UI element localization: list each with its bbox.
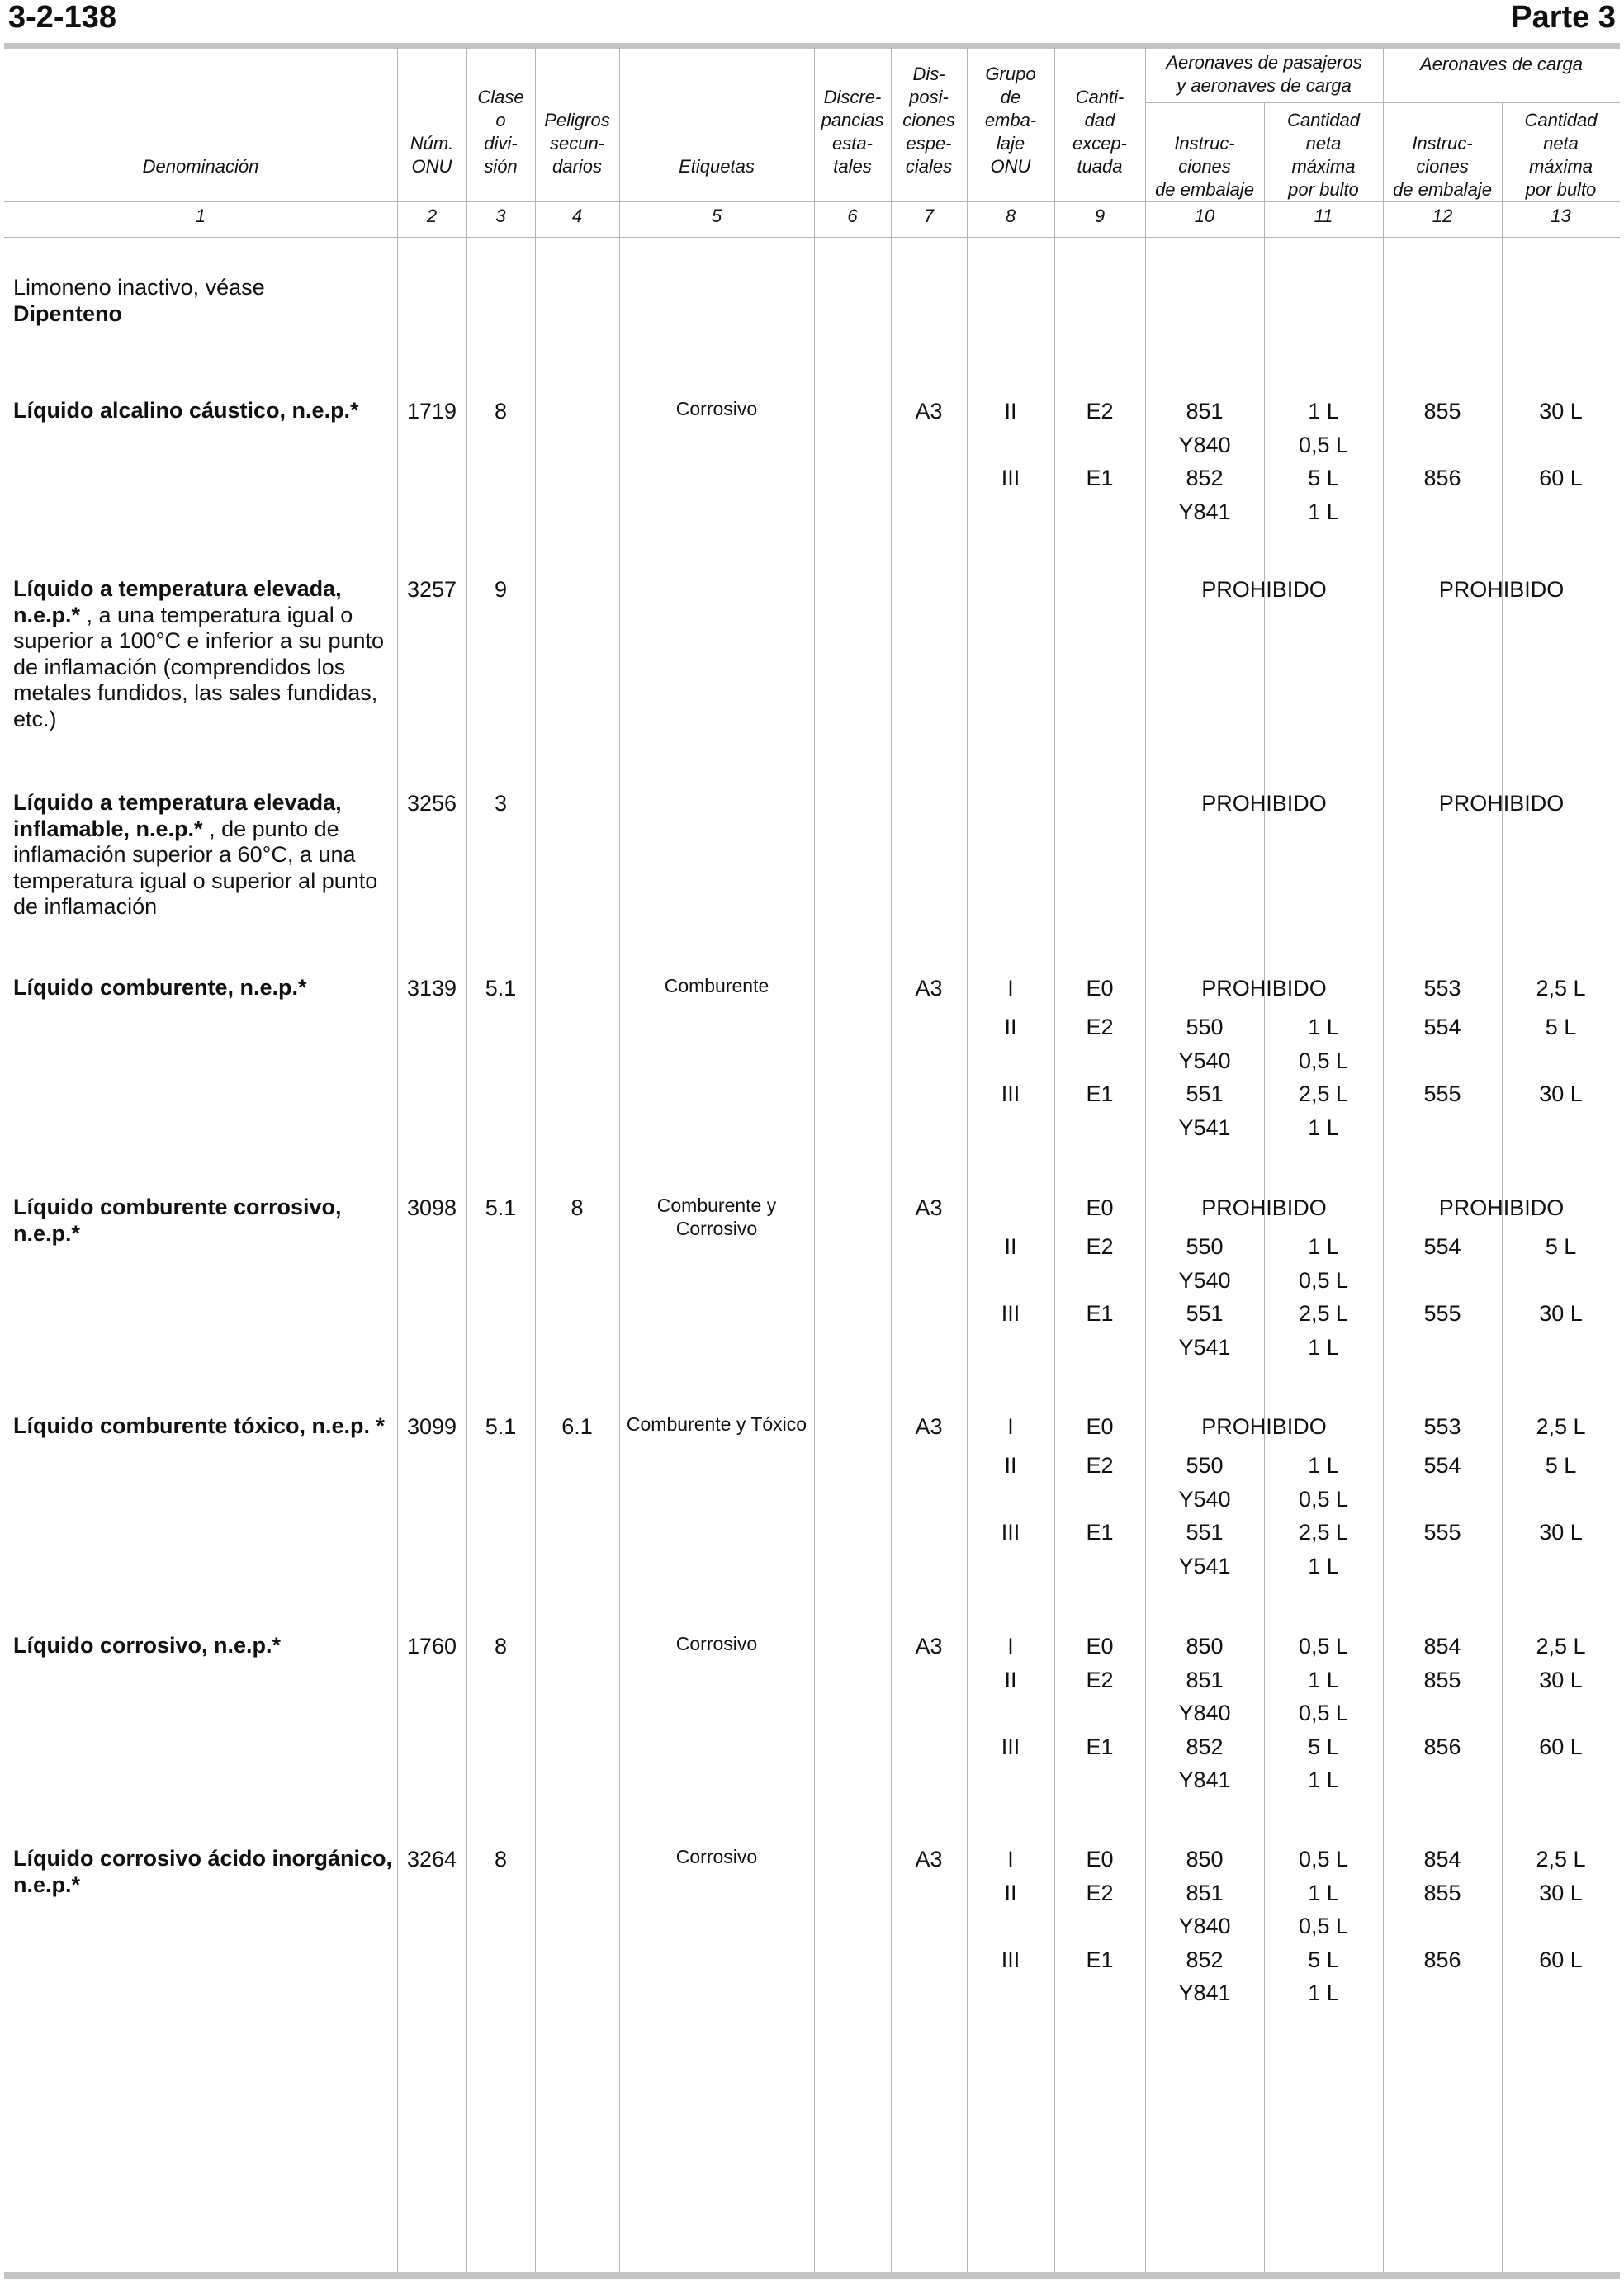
passenger-packing-instruction: Y841 — [1178, 499, 1231, 524]
header-group-carga — [1383, 48, 1620, 76]
excepted-quantity: E0 — [1086, 976, 1114, 1001]
hazard-label: Comburente y Corrosivo — [656, 1195, 777, 1239]
column-divider — [814, 48, 815, 2272]
substance-name — [13, 790, 393, 920]
cargo-packing-instruction: 555 — [1423, 1520, 1461, 1545]
header-cantidad-carga-text: Cantidad neta máxima por bulto — [1524, 110, 1598, 200]
packing-group: III — [1001, 466, 1020, 490]
passenger-max-quantity: 2,5 L — [1298, 1081, 1349, 1106]
un-number: 3139 — [406, 976, 457, 1001]
passenger-max-quantity: 2,5 L — [1298, 1520, 1349, 1545]
un-number: 3264 — [406, 1847, 457, 1872]
column-number: 11 — [1314, 206, 1333, 226]
passenger-max-quantity: 0,5 L — [1298, 1914, 1349, 1938]
column-number: 6 — [847, 206, 858, 226]
substance-name — [13, 975, 393, 1001]
un-number: 1719 — [406, 399, 457, 424]
name-detail: , a una temperatura igual o superior a 100°C e inferior a su punto de inflamación (comprendidos los metales fundidos, las sales fundidas, etc.) — [13, 602, 385, 731]
packing-group: I — [1007, 1634, 1014, 1659]
un-number: 3098 — [406, 1195, 457, 1220]
cargo-max-quantity: 30 L — [1539, 399, 1583, 424]
passenger-max-quantity: 5 L — [1308, 1734, 1339, 1759]
header-etiquetas-text: Etiquetas — [679, 156, 755, 177]
passenger-packing-instruction: Y541 — [1178, 1114, 1231, 1140]
passenger-max-quantity: 1 L — [1308, 399, 1339, 424]
excepted-quantity: E2 — [1086, 1880, 1114, 1905]
header-instrucciones-pasajeros — [1145, 104, 1264, 201]
class-division: 3 — [494, 791, 508, 816]
header-num-onu-text: Núm. ONU — [410, 133, 454, 177]
header-instrucciones-carga-text: Instruc- ciones de embalaje — [1393, 133, 1492, 200]
packing-group: III — [1001, 1081, 1020, 1106]
passenger-max-quantity: 1 L — [1308, 1234, 1339, 1259]
column-number: 9 — [1094, 206, 1106, 226]
column-divider — [466, 48, 467, 2272]
un-number: 1760 — [406, 1634, 457, 1659]
passenger-max-quantity: 0,5 L — [1298, 1701, 1349, 1725]
packing-group: II — [1004, 399, 1017, 424]
forbidden-passenger: PROHIBIDO — [1201, 976, 1327, 1001]
class-division: 8 — [494, 1634, 508, 1659]
hazard-label: Corrosivo — [675, 1633, 758, 1654]
forbidden-passenger: PROHIBIDO — [1201, 1414, 1327, 1439]
packing-group: I — [1007, 976, 1014, 1001]
group-header-divider — [1145, 102, 1620, 103]
class-division: 5.1 — [485, 976, 517, 1001]
cargo-packing-instruction: 856 — [1423, 466, 1461, 490]
bottom-rule — [4, 2272, 1620, 2279]
page-number: 3-2-138 — [8, 0, 116, 35]
column-number: 8 — [1005, 206, 1016, 226]
column-divider — [891, 48, 892, 2272]
header-denominacion — [4, 50, 397, 178]
passenger-packing-instruction: 851 — [1186, 399, 1224, 424]
header-cantidad-carga — [1502, 104, 1620, 201]
name-bold: Líquido corrosivo ácido inorgánico, n.e.p.* — [13, 1846, 393, 1897]
packing-group: III — [1001, 1947, 1020, 1972]
passenger-packing-instruction: Y841 — [1178, 1768, 1231, 1792]
cargo-max-quantity: 2,5 L — [1536, 976, 1586, 1001]
class-division: 8 — [494, 1847, 508, 1872]
forbidden-cargo: PROHIBIDO — [1438, 1195, 1565, 1220]
header-etiquetas — [619, 50, 814, 178]
passenger-packing-instruction: 852 — [1186, 466, 1224, 490]
passenger-max-quantity: 1 L — [1308, 1768, 1339, 1792]
excepted-quantity: E1 — [1086, 1301, 1114, 1326]
cargo-max-quantity: 2,5 L — [1536, 1634, 1586, 1659]
passenger-packing-instruction: Y541 — [1178, 1334, 1231, 1360]
passenger-packing-instruction: Y541 — [1178, 1553, 1231, 1578]
forbidden-passenger: PROHIBIDO — [1201, 1195, 1327, 1220]
passenger-packing-instruction: 850 — [1186, 1634, 1224, 1659]
packing-group: III — [1001, 1734, 1020, 1759]
passenger-packing-instruction: 550 — [1186, 1015, 1224, 1039]
hazard-label: Comburente — [664, 975, 769, 996]
column-number: 4 — [571, 206, 583, 226]
packing-group: II — [1004, 1667, 1017, 1692]
cargo-packing-instruction: 554 — [1423, 1453, 1461, 1478]
substance-name — [13, 1413, 393, 1440]
header-group-pasajeros — [1145, 48, 1383, 97]
header-group-carga-text: Aeronaves de carga — [1420, 54, 1583, 74]
excepted-quantity: E1 — [1086, 1081, 1114, 1106]
passenger-packing-instruction: 551 — [1186, 1520, 1224, 1545]
header-discrepancias — [814, 50, 891, 178]
excepted-quantity: E1 — [1086, 1947, 1114, 1972]
header-cantidad-exceptuada — [1054, 50, 1145, 178]
column-number: 5 — [711, 206, 722, 226]
column-divider — [1054, 48, 1055, 2272]
column-number: 2 — [426, 206, 438, 226]
special-provision: A3 — [915, 1847, 943, 1872]
cargo-max-quantity: 30 L — [1539, 1667, 1583, 1692]
column-divider — [619, 48, 620, 2272]
packing-group: I — [1007, 1414, 1014, 1439]
passenger-max-quantity: 1 L — [1308, 1980, 1339, 2005]
excepted-quantity: E0 — [1086, 1847, 1114, 1872]
cargo-packing-instruction: 854 — [1423, 1847, 1461, 1872]
packing-group: III — [1001, 1520, 1020, 1545]
cargo-max-quantity: 30 L — [1539, 1081, 1583, 1106]
passenger-max-quantity: 1 L — [1308, 1334, 1339, 1360]
hazard-label: Corrosivo — [675, 1846, 758, 1867]
excepted-quantity: E2 — [1086, 1453, 1114, 1478]
header-grupo-text: Grupo de emba- laje ONU — [984, 64, 1037, 177]
passenger-packing-instruction: 852 — [1186, 1734, 1224, 1759]
cargo-packing-instruction: 856 — [1423, 1947, 1461, 1972]
packing-group: III — [1001, 1301, 1020, 1326]
class-division: 5.1 — [485, 1195, 517, 1220]
substance-name — [13, 1633, 393, 1659]
packing-group: II — [1004, 1880, 1017, 1905]
forbidden-cargo: PROHIBIDO — [1438, 791, 1565, 816]
substance-name — [13, 398, 393, 424]
column-divider — [397, 48, 398, 2272]
excepted-quantity: E2 — [1086, 1667, 1114, 1692]
class-division: 9 — [494, 577, 508, 602]
passenger-max-quantity: 0,5 L — [1298, 1634, 1349, 1659]
header-instrucciones-carga — [1383, 104, 1502, 201]
passenger-max-quantity: 1 L — [1308, 1015, 1339, 1039]
excepted-quantity: E2 — [1086, 1015, 1114, 1039]
header-disposiciones — [891, 50, 967, 178]
hazard-label: Corrosivo — [675, 398, 758, 419]
passenger-packing-instruction: 852 — [1186, 1947, 1224, 1972]
passenger-packing-instruction: Y841 — [1178, 1980, 1231, 2005]
header-instrucciones-pasajeros-text: Instruc- ciones de embalaje — [1155, 133, 1254, 200]
passenger-max-quantity: 1 L — [1308, 1667, 1339, 1692]
part-label: Parte 3 — [1511, 0, 1616, 35]
passenger-max-quantity: 1 L — [1308, 1553, 1339, 1578]
cargo-max-quantity: 2,5 L — [1536, 1847, 1586, 1872]
passenger-max-quantity: 0,5 L — [1298, 1267, 1349, 1293]
column-divider — [1383, 48, 1384, 2272]
cargo-packing-instruction: 856 — [1423, 1734, 1461, 1759]
excepted-quantity: E1 — [1086, 1734, 1114, 1759]
cargo-max-quantity: 60 L — [1539, 1947, 1583, 1972]
cargo-packing-instruction: 855 — [1423, 399, 1461, 424]
passenger-packing-instruction: 551 — [1186, 1301, 1224, 1326]
cargo-max-quantity: 60 L — [1539, 466, 1583, 490]
cargo-packing-instruction: 854 — [1423, 1634, 1461, 1659]
passenger-packing-instruction: Y840 — [1178, 432, 1231, 457]
header-peligros — [535, 50, 619, 178]
passenger-packing-instruction: 550 — [1186, 1234, 1224, 1259]
header-cantidad-pasajeros — [1264, 104, 1383, 201]
header-divider — [4, 201, 1620, 202]
header-discrepancias-text: Discre- pancias esta- tales — [821, 87, 884, 177]
passenger-packing-instruction: 850 — [1186, 1847, 1224, 1872]
forbidden-cargo: PROHIBIDO — [1438, 577, 1565, 602]
excepted-quantity: E1 — [1086, 1520, 1114, 1545]
passenger-packing-instruction: Y540 — [1178, 1048, 1231, 1073]
cargo-max-quantity: 60 L — [1539, 1734, 1583, 1759]
name-bold: Líquido a temperatura elevada, inflamable, n.e.p.* — [13, 790, 342, 841]
un-number: 3099 — [406, 1414, 457, 1439]
name-text: Limoneno inactivo, véase — [13, 275, 265, 300]
passenger-packing-instruction: Y840 — [1178, 1914, 1231, 1938]
name-bold: Líquido corrosivo, n.e.p.* — [13, 1633, 282, 1658]
passenger-packing-instruction: Y840 — [1178, 1701, 1231, 1725]
substance-name — [13, 576, 393, 732]
passenger-max-quantity: 5 L — [1308, 1947, 1339, 1972]
subsidiary-risk: 6.1 — [561, 1414, 593, 1439]
special-provision: A3 — [915, 399, 943, 424]
column-number: 7 — [923, 206, 935, 226]
packing-group: I — [1007, 1847, 1014, 1872]
passenger-max-quantity: 1 L — [1308, 1114, 1339, 1140]
header-num-onu — [397, 50, 466, 178]
special-provision: A3 — [915, 1414, 943, 1439]
header-peligros-text: Peligros secun- darios — [544, 110, 610, 177]
header-denominacion-text: Denominación — [142, 156, 259, 177]
column-number: 10 — [1194, 206, 1215, 226]
header-clase — [466, 50, 535, 178]
passenger-packing-instruction: 851 — [1186, 1667, 1224, 1692]
passenger-max-quantity: 1 L — [1308, 499, 1339, 524]
class-division: 8 — [494, 399, 508, 424]
column-number: 3 — [495, 206, 506, 226]
packing-group: II — [1004, 1234, 1017, 1259]
packing-group: II — [1004, 1453, 1017, 1478]
subsidiary-risk: 8 — [571, 1195, 584, 1220]
cargo-max-quantity: 5 L — [1545, 1015, 1577, 1039]
special-provision: A3 — [915, 976, 943, 1001]
forbidden-passenger: PROHIBIDO — [1201, 791, 1327, 816]
passenger-max-quantity: 0,5 L — [1298, 1048, 1349, 1073]
name-bold: Líquido comburente, n.e.p.* — [13, 975, 307, 1000]
class-division: 5.1 — [485, 1414, 517, 1439]
hazard-label: Comburente y Tóxico — [626, 1413, 807, 1435]
un-number: 3256 — [406, 791, 457, 816]
column-divider — [535, 48, 536, 2272]
passenger-packing-instruction: Y540 — [1178, 1267, 1231, 1293]
name-bold: Líquido comburente tóxico, n.e.p. * — [13, 1413, 386, 1438]
packing-group: II — [1004, 1015, 1017, 1039]
substance-name — [13, 1846, 393, 1898]
cargo-packing-instruction: 554 — [1423, 1234, 1461, 1259]
header-clase-text: Clase o divi- sión — [477, 87, 524, 177]
name-bold: Líquido comburente corrosivo, n.e.p.* — [13, 1195, 342, 1246]
cargo-packing-instruction: 554 — [1423, 1015, 1461, 1039]
cargo-packing-instruction: 855 — [1423, 1667, 1461, 1692]
passenger-max-quantity: 0,5 L — [1298, 432, 1349, 457]
column-number: 1 — [195, 206, 206, 226]
excepted-quantity: E2 — [1086, 1234, 1114, 1259]
name-bold: Líquido a temperatura elevada, n.e.p.* — [13, 576, 342, 627]
passenger-packing-instruction: 851 — [1186, 1880, 1224, 1905]
cargo-packing-instruction: 553 — [1423, 976, 1461, 1001]
special-provision: A3 — [915, 1634, 943, 1659]
name-detail: , de punto de inflamación superior a 60°C, a una temperatura igual o superior al punto de inflamación — [13, 816, 378, 919]
header-group-pasajeros-text: Aeronaves de pasajeros y aeronaves de carga — [1166, 52, 1362, 96]
passenger-packing-instruction: Y540 — [1178, 1486, 1231, 1512]
passenger-max-quantity: 0,5 L — [1298, 1847, 1349, 1872]
header-cantidad-pasajeros-text: Cantidad neta máxima por bulto — [1286, 110, 1361, 200]
cargo-max-quantity: 30 L — [1539, 1301, 1583, 1326]
name-bold: Líquido alcalino cáustico, n.e.p.* — [13, 398, 359, 423]
header-cantidad-exceptuada-text: Canti- dad excep- tuada — [1072, 87, 1128, 177]
column-number-divider — [4, 237, 1620, 238]
passenger-max-quantity: 1 L — [1308, 1880, 1339, 1905]
passenger-packing-instruction: 550 — [1186, 1453, 1224, 1478]
cargo-max-quantity: 30 L — [1539, 1880, 1583, 1905]
excepted-quantity: E1 — [1086, 466, 1114, 490]
cargo-packing-instruction: 555 — [1423, 1301, 1461, 1326]
substance-name — [13, 1195, 393, 1247]
header-grupo — [967, 50, 1054, 178]
cargo-max-quantity: 30 L — [1539, 1520, 1583, 1545]
column-number: 13 — [1551, 206, 1571, 226]
excepted-quantity: E2 — [1086, 399, 1114, 424]
header-disposiciones-text: Dis- posi- ciones espe- ciales — [902, 64, 955, 177]
passenger-max-quantity: 1 L — [1308, 1453, 1339, 1478]
cargo-packing-instruction: 855 — [1423, 1880, 1461, 1905]
un-number: 3257 — [406, 577, 457, 602]
cargo-max-quantity: 5 L — [1545, 1234, 1577, 1259]
excepted-quantity: E0 — [1086, 1414, 1114, 1439]
cargo-packing-instruction: 553 — [1423, 1414, 1461, 1439]
passenger-max-quantity: 5 L — [1308, 466, 1339, 490]
column-divider — [967, 48, 968, 2272]
excepted-quantity: E0 — [1086, 1634, 1114, 1659]
cargo-packing-instruction: 555 — [1423, 1081, 1461, 1106]
forbidden-passenger: PROHIBIDO — [1201, 577, 1327, 602]
substance-name — [13, 275, 393, 327]
special-provision: A3 — [915, 1195, 943, 1220]
column-number: 12 — [1432, 206, 1453, 226]
passenger-max-quantity: 2,5 L — [1298, 1301, 1349, 1326]
passenger-packing-instruction: 551 — [1186, 1081, 1224, 1106]
cargo-max-quantity: 5 L — [1545, 1453, 1577, 1478]
passenger-max-quantity: 0,5 L — [1298, 1486, 1349, 1512]
name-reference: Dipenteno — [13, 301, 122, 326]
cargo-max-quantity: 2,5 L — [1536, 1414, 1586, 1439]
excepted-quantity: E0 — [1086, 1195, 1114, 1220]
